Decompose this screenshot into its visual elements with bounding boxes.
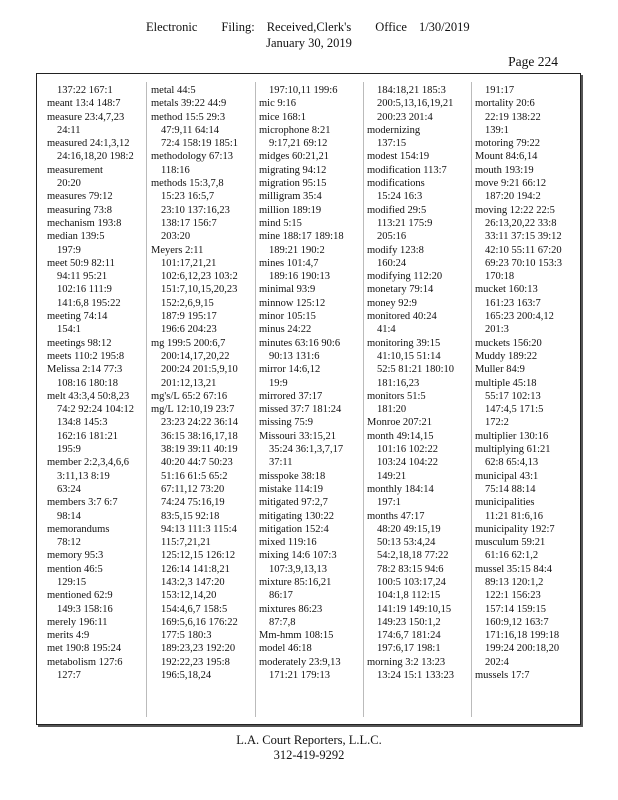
index-entry: modification 113:7 bbox=[367, 164, 447, 176]
index-entry: moving 12:22 22:5 bbox=[475, 204, 555, 216]
index-entry: mice 168:1 bbox=[259, 111, 306, 123]
index-entry: mg's/L 65:2 67:16 bbox=[151, 390, 228, 402]
index-entry: 137:22 167:1 bbox=[57, 85, 113, 96]
index-entry: mg/L 12:10,19 23:7 bbox=[151, 404, 235, 416]
index-entry: 26:13,20,22 33:8 bbox=[485, 217, 557, 229]
index-entry: meetings 98:12 bbox=[47, 337, 112, 349]
index-entry: Melissa 2:14 77:3 bbox=[47, 364, 123, 376]
index-entry: measured 24:1,3,12 bbox=[47, 138, 130, 150]
filing-label-received: Received,Clerk's bbox=[266, 20, 352, 34]
index-entry: 13:24 15:1 133:23 bbox=[377, 670, 455, 682]
index-entry: missed 37:7 181:24 bbox=[259, 404, 342, 416]
index-entry: municipality 192:7 bbox=[475, 523, 555, 535]
index-entry: 181:16,23 bbox=[377, 377, 420, 389]
index-entry: 15:24 16:3 bbox=[377, 191, 423, 203]
index-entry: 170:18 bbox=[485, 271, 515, 283]
index-entry: monitors 51:5 bbox=[367, 390, 426, 402]
index-entry: minor 105:15 bbox=[259, 311, 316, 323]
index-entry: measurement bbox=[47, 164, 103, 176]
index-entry: 197:1 bbox=[377, 497, 401, 509]
index-entry: meeting 74:14 bbox=[47, 311, 108, 323]
index-entry: 37:11 bbox=[269, 457, 293, 469]
index-entry: 48:20 49:15,19 bbox=[377, 523, 441, 535]
index-entry: modified 29:5 bbox=[367, 204, 427, 216]
index-entry: 118:16 bbox=[161, 164, 190, 176]
index-entry: 101:16 102:22 bbox=[377, 444, 438, 456]
index-entry: Mm-hmm 108:15 bbox=[259, 630, 334, 642]
footer bbox=[0, 733, 618, 763]
index-entry: 134:8 145:3 bbox=[57, 417, 108, 429]
column-divider bbox=[363, 82, 364, 717]
index-entry: 108:16 180:18 bbox=[57, 377, 118, 389]
index-entry: 102:16 111:9 bbox=[57, 284, 112, 296]
index-entry: 9:17,21 69:12 bbox=[269, 138, 328, 150]
index-entry: modest 154:19 bbox=[367, 151, 430, 163]
index-entry: 181:20 bbox=[377, 404, 407, 416]
index-entry: 126:14 141:8,21 bbox=[161, 563, 230, 575]
index-entry: 103:24 104:22 bbox=[377, 457, 438, 469]
index-entry: 152:2,6,9,15 bbox=[161, 297, 214, 309]
index-entry: memorandums bbox=[47, 523, 110, 535]
index-entry: migration 95:15 bbox=[259, 178, 327, 190]
index-entry: 87:7,8 bbox=[269, 616, 296, 628]
index-entry: 74:2 92:24 104:12 bbox=[57, 404, 135, 416]
index-entry: 47:9,11 64:14 bbox=[161, 124, 219, 136]
index-entry: monthly 184:14 bbox=[367, 483, 434, 495]
index-entry: 189:23,23 192:20 bbox=[161, 643, 236, 655]
index-column-2 bbox=[151, 84, 238, 682]
index-entry: 89:13 120:1,2 bbox=[485, 576, 544, 588]
index-entry: 36:15 38:16,17,18 bbox=[161, 430, 238, 442]
page-number: Page 224 bbox=[508, 54, 558, 69]
index-entry: mixed 119:16 bbox=[259, 537, 317, 549]
index-entry: 52:5 81:21 180:10 bbox=[377, 364, 455, 376]
index-entry: musculum 59:21 bbox=[475, 537, 546, 549]
index-entry: mirrored 37:17 bbox=[259, 390, 323, 402]
index-entry: 54:2,18,18 77:22 bbox=[377, 550, 449, 562]
index-entry: misspoke 38:18 bbox=[259, 470, 326, 482]
index-entry: 200:23 201:4 bbox=[377, 111, 433, 123]
index-entry: 200:14,17,20,22 bbox=[161, 350, 230, 362]
index-entry: monetary 79:14 bbox=[367, 284, 434, 296]
index-entry: 174:6,7 181:24 bbox=[377, 630, 441, 642]
index-entry: municipalities bbox=[475, 497, 535, 509]
index-entry: million 189:19 bbox=[259, 204, 322, 216]
index-entry: Meyers 2:11 bbox=[151, 244, 204, 256]
index-entry: metabolism 127:6 bbox=[47, 656, 123, 668]
index-entry: 78:2 83:15 94:6 bbox=[377, 563, 444, 575]
index-column-5 bbox=[475, 84, 562, 682]
index-entry: members 3:7 6:7 bbox=[47, 497, 118, 509]
index-entry: Missouri 33:15,21 bbox=[259, 430, 337, 442]
index-entry: mine 188:17 189:18 bbox=[259, 231, 344, 243]
index-entry: 104:1,8 112:15 bbox=[377, 590, 441, 602]
index-entry: median 139:5 bbox=[47, 231, 105, 243]
index-entry: mitigation 152:4 bbox=[259, 523, 329, 535]
index-entry: 90:13 131:6 bbox=[269, 350, 320, 362]
index-entry: Muddy 189:22 bbox=[475, 350, 538, 362]
index-entry: motoring 79:22 bbox=[475, 138, 541, 150]
index-entry: 171:21 179:13 bbox=[269, 670, 330, 682]
index-entry: 100:5 103:17,24 bbox=[377, 576, 446, 588]
index-entry: 154:4,6,7 158:5 bbox=[161, 603, 228, 615]
index-entry: 40:20 44:7 50:23 bbox=[161, 457, 233, 469]
index-entry: 149:3 158:16 bbox=[57, 603, 113, 615]
index-column-4 bbox=[367, 84, 454, 682]
index-entry: mirror 14:6,12 bbox=[259, 364, 321, 376]
index-entry: mention 46:5 bbox=[47, 563, 103, 575]
filing-label-filing: Filing: bbox=[221, 20, 255, 34]
index-entry: multiple 45:18 bbox=[475, 377, 537, 389]
index-entry: 107:3,9,13,13 bbox=[269, 563, 328, 575]
index-entry: 143:2,3 147:20 bbox=[161, 576, 225, 588]
index-entry: 199:24 200:18,20 bbox=[485, 643, 560, 655]
index-entry: multiplying 61:21 bbox=[475, 444, 551, 456]
index-entry: meet 50:9 82:11 bbox=[47, 257, 115, 269]
index-entry: 94:13 111:3 115:4 bbox=[161, 523, 237, 535]
index-entry: 169:5,6,16 176:22 bbox=[161, 616, 238, 628]
index-entry: 196:6 204:23 bbox=[161, 324, 217, 336]
index-entry: 129:15 bbox=[57, 576, 87, 588]
index-entry: minus 24:22 bbox=[259, 324, 312, 336]
index-entry: 203:20 bbox=[161, 231, 191, 243]
index-entry: 171:16,18 199:18 bbox=[485, 630, 560, 642]
index-entry: mg 199:5 200:6,7 bbox=[151, 337, 226, 349]
index-entry: 83:5,15 92:18 bbox=[161, 510, 220, 522]
index-entry: meets 110:2 195:8 bbox=[47, 350, 125, 362]
index-entry: month 49:14,15 bbox=[367, 430, 434, 442]
index-entry: mitigated 97:2,7 bbox=[259, 497, 328, 509]
index-entry: 3:11,13 8:19 bbox=[57, 470, 110, 482]
index-entry: methodology 67:13 bbox=[151, 151, 233, 163]
index-entry: 196:5,18,24 bbox=[161, 670, 212, 682]
index-entry: minimal 93:9 bbox=[259, 284, 316, 296]
index-entry: money 92:9 bbox=[367, 297, 417, 309]
index-entry: 122:1 156:23 bbox=[485, 590, 541, 602]
index-entry: 113:21 175:9 bbox=[377, 217, 433, 229]
index-entry: midges 60:21,21 bbox=[259, 151, 329, 163]
index-entry: metal 44:5 bbox=[151, 85, 196, 96]
index-entry: mixing 14:6 107:3 bbox=[259, 550, 337, 562]
index-entry: 24:16,18,20 198:2 bbox=[57, 151, 134, 163]
index-entry: 141:19 149:10,15 bbox=[377, 603, 452, 615]
index-entry: 38:19 39:11 40:19 bbox=[161, 444, 238, 456]
index-entry: 162:16 181:21 bbox=[57, 430, 118, 442]
index-entry: 127:7 bbox=[57, 670, 81, 682]
index-entry: mixtures 86:23 bbox=[259, 603, 323, 615]
column-divider bbox=[471, 82, 472, 717]
index-entry: 157:14 159:15 bbox=[485, 603, 546, 615]
index-entry: modernizing bbox=[367, 124, 421, 136]
index-entry: moderately 23:9,13 bbox=[259, 656, 341, 668]
index-entry: meant 13:4 148:7 bbox=[47, 98, 121, 110]
index-entry: measure 23:4,7,23 bbox=[47, 111, 125, 123]
index-entry: 74:24 75:16,19 bbox=[161, 497, 225, 509]
index-entry: muckets 156:20 bbox=[475, 337, 542, 349]
index-entry: mussel 35:15 84:4 bbox=[475, 563, 553, 575]
index-entry: 42:10 55:11 67:20 bbox=[485, 244, 562, 256]
index-entry: 149:23 150:1,2 bbox=[377, 616, 441, 628]
index-entry: mouth 193:19 bbox=[475, 164, 534, 176]
index-entry: 125:12,15 126:12 bbox=[161, 550, 236, 562]
index-entry: 200:24 201:5,9,10 bbox=[161, 364, 238, 376]
index-entry: 98:14 bbox=[57, 510, 81, 522]
index-entry: 115:7,21,21 bbox=[161, 537, 211, 549]
index-entry: 67:11,12 73:20 bbox=[161, 483, 225, 495]
index-entry: minnow 125:12 bbox=[259, 297, 326, 309]
index-entry: 23:10 137:16,23 bbox=[161, 204, 230, 216]
index-entry: mussels 17:7 bbox=[475, 670, 530, 682]
index-entry: 101:17,21,21 bbox=[161, 257, 217, 269]
index-entry: 147:4,5 171:5 bbox=[485, 404, 544, 416]
index-entry: melt 43:3,4 50:8,23 bbox=[47, 390, 130, 402]
index-entry: 69:23 70:10 153:3 bbox=[485, 257, 563, 269]
index-entry: 165:23 200:4,12 bbox=[485, 311, 554, 323]
index-entry: 161:23 163:7 bbox=[485, 297, 541, 309]
index-entry: minutes 63:16 90:6 bbox=[259, 337, 341, 349]
index-entry: morning 3:2 13:23 bbox=[367, 656, 446, 668]
index-entry: mic 9:16 bbox=[259, 98, 297, 110]
index-entry: missing 75:9 bbox=[259, 417, 313, 429]
index-entry: 20:20 bbox=[57, 178, 81, 190]
index-entry: 201:12,13,21 bbox=[161, 377, 217, 389]
index-entry: model 46:18 bbox=[259, 643, 312, 655]
index-entry: metals 39:22 44:9 bbox=[151, 98, 227, 110]
index-entry: mistake 114:19 bbox=[259, 483, 324, 495]
index-entry: 187:20 194:2 bbox=[485, 191, 541, 203]
index-entry: merits 4:9 bbox=[47, 630, 90, 642]
index-entry: measures 79:12 bbox=[47, 191, 113, 203]
index-entry: 200:5,13,16,19,21 bbox=[377, 98, 454, 110]
filing-date-short: 1/30/2019 bbox=[418, 20, 470, 34]
index-entry: migrating 94:12 bbox=[259, 164, 327, 176]
index-entry: mortality 20:6 bbox=[475, 98, 535, 110]
index-entry: 189:21 190:2 bbox=[269, 244, 325, 256]
index-entry: Monroe 207:21 bbox=[367, 417, 433, 429]
index-entry: 23:23 24:22 36:14 bbox=[161, 417, 239, 429]
index-entry: measuring 73:8 bbox=[47, 204, 113, 216]
filing-label-electronic: Electronic bbox=[146, 20, 198, 34]
column-divider bbox=[255, 82, 256, 717]
index-entry: 197:9 bbox=[57, 244, 81, 256]
index-entry: 19:9 bbox=[269, 377, 288, 389]
index-entry: milligram 35:4 bbox=[259, 191, 322, 203]
index-entry: mines 101:4,7 bbox=[259, 257, 319, 269]
index-entry: 172:2 bbox=[485, 417, 509, 429]
filing-stamp-line bbox=[146, 20, 470, 35]
index-entry: multiplier 130:16 bbox=[475, 430, 549, 442]
index-entry: merely 196:11 bbox=[47, 616, 108, 628]
index-entry: 205:16 bbox=[377, 231, 407, 243]
index-entry: mixture 85:16,21 bbox=[259, 576, 332, 588]
column-divider bbox=[146, 82, 147, 717]
index-entry: mentioned 62:9 bbox=[47, 590, 113, 602]
index-entry: memory 95:3 bbox=[47, 550, 104, 562]
footer-company: L.A. Court Reporters, L.L.C. bbox=[236, 733, 382, 747]
index-entry: monitoring 39:15 bbox=[367, 337, 441, 349]
index-entry: mitigating 130:22 bbox=[259, 510, 334, 522]
index-entry: 35:24 36:1,3,7,17 bbox=[269, 444, 344, 456]
index-entry: 160:24 bbox=[377, 257, 407, 269]
index-entry: 149:21 bbox=[377, 470, 407, 482]
index-entry: 41:4 bbox=[377, 324, 396, 336]
index-entry: 187:9 195:17 bbox=[161, 311, 217, 323]
index-entry: 154:1 bbox=[57, 324, 81, 336]
index-entry: modifying 112:20 bbox=[367, 271, 443, 283]
index-entry: modify 123:8 bbox=[367, 244, 424, 256]
index-entry: 202:4 bbox=[485, 656, 509, 668]
index-entry: 137:15 bbox=[377, 138, 407, 150]
index-entry: 11:21 81:6,16 bbox=[485, 510, 543, 522]
filing-date-long: January 30, 2019 bbox=[266, 36, 352, 50]
index-entry: member 2:2,3,4,6,6 bbox=[47, 457, 129, 469]
index-entry: 86:17 bbox=[269, 590, 293, 602]
index-entry: 24:11 bbox=[57, 124, 81, 136]
index-entry: 63:24 bbox=[57, 483, 81, 495]
index-entry: 197:10,11 199:6 bbox=[269, 85, 338, 96]
index-entry: modifications bbox=[367, 178, 425, 190]
index-entry: 141:6,8 195:22 bbox=[57, 297, 121, 309]
index-entry: 62:8 65:4,13 bbox=[485, 457, 539, 469]
footer-phone: 312-419-9292 bbox=[273, 748, 345, 762]
index-frame bbox=[36, 73, 581, 725]
index-entry: 153:12,14,20 bbox=[161, 590, 217, 602]
index-entry: 72:4 158:19 185:1 bbox=[161, 138, 239, 150]
index-entry: 184:18,21 185:3 bbox=[377, 85, 446, 96]
index-entry: 192:22,23 195:8 bbox=[161, 656, 230, 668]
index-entry: 33:11 37:15 39:12 bbox=[485, 231, 562, 243]
index-entry: 139:1 bbox=[485, 124, 509, 136]
index-entry: mucket 160:13 bbox=[475, 284, 538, 296]
index-entry: 94:11 95:21 bbox=[57, 271, 108, 283]
index-entry: 22:19 138:22 bbox=[485, 111, 541, 123]
index-entry: method 15:5 29:3 bbox=[151, 111, 226, 123]
index-entry: 51:16 61:5 65:2 bbox=[161, 470, 228, 482]
index-entry: 41:10,15 51:14 bbox=[377, 350, 441, 362]
index-entry: 195:9 bbox=[57, 444, 81, 456]
index-column-1 bbox=[47, 84, 134, 682]
index-entry: Mount 84:6,14 bbox=[475, 151, 538, 163]
index-entry: 15:23 16:5,7 bbox=[161, 191, 215, 203]
index-entry: 189:16 190:13 bbox=[269, 271, 330, 283]
index-entry: mechanism 193:8 bbox=[47, 217, 122, 229]
index-entry: 151:7,10,15,20,23 bbox=[161, 284, 238, 296]
index-entry: mind 5:15 bbox=[259, 217, 302, 229]
index-entry: 138:17 156:7 bbox=[161, 217, 217, 229]
index-entry: move 9:21 66:12 bbox=[475, 178, 547, 190]
index-entry: microphone 8:21 bbox=[259, 124, 331, 136]
index-entry: 160:9,12 163:7 bbox=[485, 616, 549, 628]
index-column-3 bbox=[259, 84, 344, 682]
index-entry: Muller 84:9 bbox=[475, 364, 525, 376]
index-entry: 197:6,17 198:1 bbox=[377, 643, 441, 655]
index-entry: 191:17 bbox=[485, 85, 515, 96]
index-entry: met 190:8 195:24 bbox=[47, 643, 122, 655]
index-entry: 177:5 180:3 bbox=[161, 630, 212, 642]
index-entry: 61:16 62:1,2 bbox=[485, 550, 539, 562]
index-entry: 50:13 53:4,24 bbox=[377, 537, 436, 549]
index-entry: months 47:17 bbox=[367, 510, 425, 522]
index-entry: monitored 40:24 bbox=[367, 311, 437, 323]
index-entry: 201:3 bbox=[485, 324, 509, 336]
index-entry: 78:12 bbox=[57, 537, 81, 549]
index-entry: 55:17 102:13 bbox=[485, 390, 541, 402]
index-entry: 75:14 88:14 bbox=[485, 483, 536, 495]
index-entry: methods 15:3,7,8 bbox=[151, 178, 224, 190]
index-entry: 102:6,12,23 103:2 bbox=[161, 271, 238, 283]
filing-label-office: Office bbox=[375, 20, 407, 34]
index-entry: municipal 43:1 bbox=[475, 470, 539, 482]
